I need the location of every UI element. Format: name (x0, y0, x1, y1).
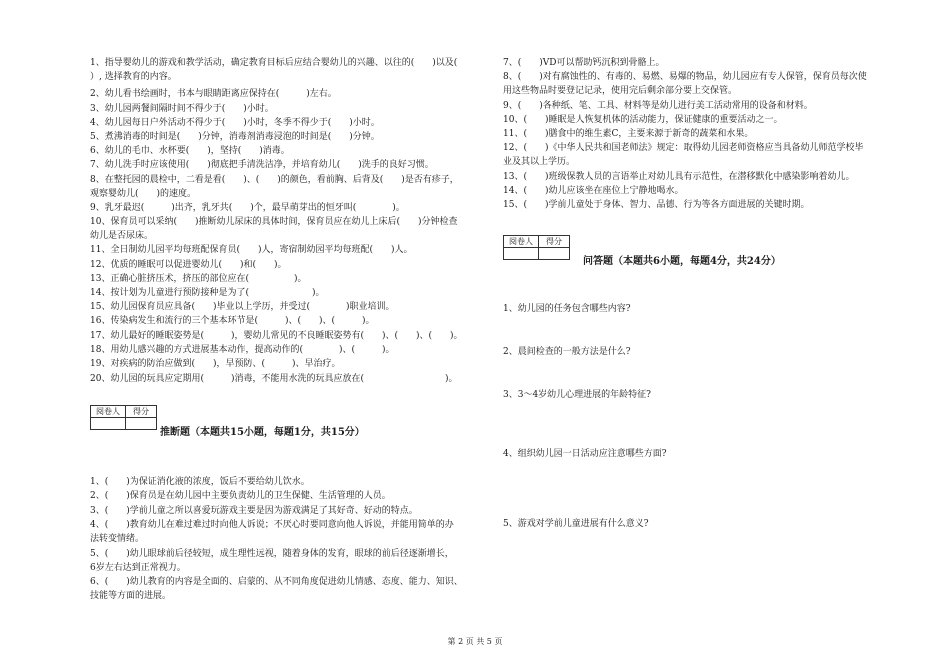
fill-line: 18、用幼儿感兴趣的方式进展基本动作，提高动作的( )、( )。 (90, 345, 395, 355)
fill-line: 15、幼儿园保育员应具备( )毕业以上学历，并受过( )职业培训。 (90, 302, 395, 312)
judge-line: 1、( )为保证消化液的浓度，饭后不要给幼儿饮水。 (90, 477, 310, 487)
judge-line: 7、( )VD可以帮助钙沉积到骨骼上。 (503, 58, 665, 68)
fill-line: 幼儿是否尿床。 (90, 231, 154, 241)
fill-line: 11、全日制幼儿园平均每班配保育员( )人，寄宿制幼园平均每班配( )人。 (90, 245, 413, 255)
fill-line: 4、幼儿园每日户外活动不得少于( )小时，冬季不得少于( )小时。 (90, 118, 380, 128)
fill-line: 16、传染病发生和流行的三个基本环节是( )、( )、( )。 (90, 316, 375, 326)
fill-line: ）, 选择教育的内容。 (90, 72, 177, 82)
judge-line: 12、( )《中华人民共和国老师法》规定：取得幼儿园老师资格应当具备幼儿师范学校毕 (503, 143, 864, 153)
qa-question: 2、晨间检查的一般方法是什么? (503, 347, 631, 357)
judge-line: 2、( )保育员是在幼儿园中主要负责幼儿的卫生保健、生活管理的人员。 (90, 491, 391, 501)
reviewer-cell (504, 248, 539, 260)
qa-question: 3、3～4岁幼儿心理进展的年龄特征? (503, 390, 652, 400)
page-footer: 第 2 页 共 5 页 (447, 637, 503, 646)
judge-line: 6岁左右达到正常视力。 (90, 563, 186, 573)
score-label: 得分 (539, 236, 570, 248)
qa-question: 1、幼儿园的任务包含哪些内容? (503, 304, 631, 314)
judge-line: 用这些物品时要登记记录，使用完后剩余部分要上交保管。 (503, 86, 738, 96)
fill-line: 6、幼儿的毛巾、水杯要( )，坚持( )消毒。 (90, 146, 290, 156)
fill-line: 5、煮沸消毒的时间是( )分钟，消毒剂消毒浸泡的时间是( )分钟。 (90, 132, 380, 142)
judge-line: 法转变情绪。 (90, 534, 145, 544)
reviewer-cell (91, 418, 126, 430)
judge-line: 业及其以上学历。 (503, 157, 576, 167)
fill-line: 13、正确心脏挤压术，挤压的部位应在( )。 (90, 274, 307, 284)
score-label: 得分 (126, 406, 157, 418)
judge-line: 9、( )各种纸、笔、工具、材料等是幼儿进行美工活动常用的设备和材料。 (503, 101, 813, 111)
judge-line: 5、( )幼儿眼球前后径较短，成生理性远视，随着身体的发育，眼球的前后径逐渐增长， (90, 549, 454, 559)
fill-line: 14、按计划为儿童进行预防接种是为了( )。 (90, 288, 325, 298)
score-table (90, 405, 157, 430)
judge-line: 13、( )班级保教人员的言语举止对幼儿具有示范性，在潜移默化中感染影响着幼儿。 (503, 172, 855, 182)
fill-line: 1、指导婴幼儿的游戏和教学活动，确定教育目标后应结合婴幼儿的兴趣、以往的( )以及( (90, 58, 458, 68)
reviewer-label: 阅卷人 (504, 236, 539, 248)
fill-line: 20、幼儿园的玩具应定期用( )消毒，不能用水洗的玩具应放在( )。 (90, 374, 458, 384)
reviewer-label: 阅卷人 (91, 406, 126, 418)
judge-line: 4、( )教育幼儿在难过难过时向他人诉说；不厌心时要同意向他人诉说，并能用简单的办 (90, 520, 454, 530)
judge-line: 3、( )学前儿童之所以喜爱玩游戏主要是因为游戏满足了其好奇、好动的特点。 (90, 506, 418, 516)
qa-question: 4、组织幼儿园一日活动应注意哪些方面? (503, 449, 667, 459)
qa-section-title: 问答题（本题共6小题，每题4分，共24分） (583, 256, 781, 267)
fill-line: 12、优质的睡眠可以促进婴幼儿( )和( )。 (90, 260, 287, 270)
judge-line: 8、( )对有腐蚀性的、有毒的、易燃、易爆的物品，幼儿园应有专人保管，保育员每次使 (503, 72, 867, 82)
score-table (503, 235, 570, 260)
score-cell (126, 418, 157, 430)
judge-line: 11、( )膳食中的维生素C，主要来源于新奇的蔬菜和水果。 (503, 129, 754, 139)
judge-line: 14、( )幼儿应该坐在座位上宁静地喝水。 (503, 186, 684, 196)
fill-line: 观察婴幼儿( )的速度。 (90, 189, 197, 199)
qa-question: 5、游戏对学前儿童进展有什么意义? (503, 519, 649, 529)
fill-line: 2、幼儿看书绘画时，书本与眼睛距离应保持在( )左右。 (90, 89, 337, 99)
fill-line: 9、乳牙最迟( )出齐，乳牙共( )个，最早萌芽出的恒牙叫( )。 (90, 203, 405, 213)
fill-line: 8、在整托园的晨检中，二看是看( )、( )的颜色，看前胸、后背及( )是否有疹子， (90, 175, 459, 185)
fill-line: 17、幼儿最好的睡眠姿势是( )，婴幼儿常见的不良睡眠姿势有( )、( )、( )。 (90, 331, 463, 341)
judge-line: 6、( )幼儿教育的内容是全面的、启蒙的、从不同角度促进幼儿情感、态度、能力、知识、 (90, 577, 463, 587)
fill-line: 7、幼儿洗手时应该使用( )彻底把手清洗洁净，并培育幼儿( )洗手的良好习惯。 (90, 160, 434, 170)
judge-line: 技能等方面的进展。 (90, 591, 172, 601)
judge-line: 10、( )睡眠是人恢复机体的活动能力，保证健康的重要活动之一。 (503, 115, 783, 125)
fill-line: 3、幼儿园两餐间隔时间不得少于( )小时。 (90, 104, 274, 114)
fill-line: 19、对疾病的防治应做到( )，早预防、( )、早治疗。 (90, 359, 341, 369)
fill-line: 10、保育员可以采纳( )推断幼儿尿床的具体时间，保育员应在幼儿上床后( )分钟检查 (90, 217, 458, 227)
judge-line: 15、( )学前儿童处于身体、智力、品德、行为等各方面进展的关键时期。 (503, 200, 810, 210)
judge-section-title: 推断题（本题共15小题，每题1分，共15分） (160, 427, 365, 438)
score-cell (539, 248, 570, 260)
